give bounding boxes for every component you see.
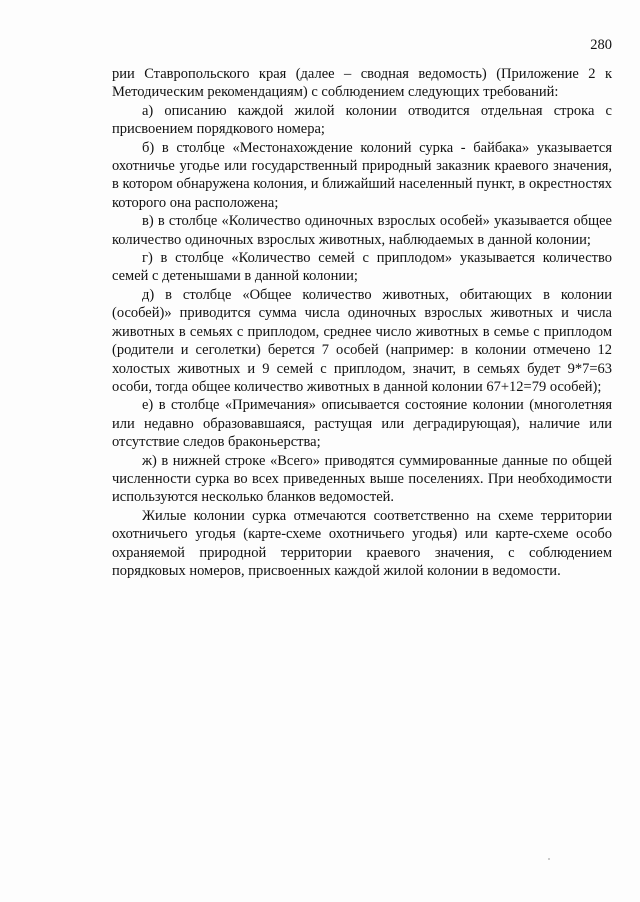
paragraph-item-b: б) в столбце «Местонахождение колоний сурка - байбака» указывается охотничье угодье или государственный природный заказник краевого значения, в котором обнаружена колония, и ближайший населенный пункт, в окрестностях которого она расположена; <box>112 139 612 211</box>
paragraph-item-v: в) в столбце «Количество одиночных взрослых особей» указывается общее количество одиночных взрослых животных, наблюдаемых в данной колонии; <box>112 213 612 248</box>
scan-speck <box>548 858 550 860</box>
page-number: 280 <box>590 37 612 53</box>
paragraph-item-e: е) в столбце «Примечания» описывается состояние колонии (многолетняя или недавно образовавшаяся, растущая или деградирующая), наличие или отсутствие следов браконьерства; <box>112 397 612 451</box>
paragraph-item-zh: ж) в нижней строке «Всего» приводятся суммированные данные по общей численности сурка во всех приведенных выше поселениях. При необходимости используются несколько бланков ведомостей. <box>112 452 612 506</box>
paragraph-item-g: г) в столбце «Количество семей с приплодом» указывается количество семей с детенышами в данной колонии; <box>112 250 612 285</box>
paragraph-item-a: а) описанию каждой жилой колонии отводится отдельная строка с присвоением порядкового номера; <box>112 102 612 138</box>
body-text <box>112 65 612 580</box>
paragraph-intro: рии Ставропольского края (далее – сводная ведомость) (Приложение 2 к Методическим рекомендациям) с соблюдением следующих требований: <box>112 66 612 101</box>
paragraph-item-d: д) в столбце «Общее количество животных, обитающих в колонии (особей)» приводится сумма числа одиночных взрослых животных и числа животных в семьях с приплодом, среднее число животных в семье с приплодом (родители и сеголетки) берется 7 особей (например: в колонии отмечено 12 холостых животных и 9 семей с приплодом, значит, в семьях будет 9*7=63 особи, тогда общее количество животных в данной колонии 67+12=79 особей); <box>112 286 612 395</box>
paragraph-closing: Жилые колонии сурка отмечаются соответственно на схеме территории охотничьего угодья (карте-схеме охотничьего угодья) или карте-схеме особо охраняемой природной территории краевого значения, с соблюдением порядковых номеров, присвоенных каждой жилой колонии в ведомости. <box>112 507 612 579</box>
